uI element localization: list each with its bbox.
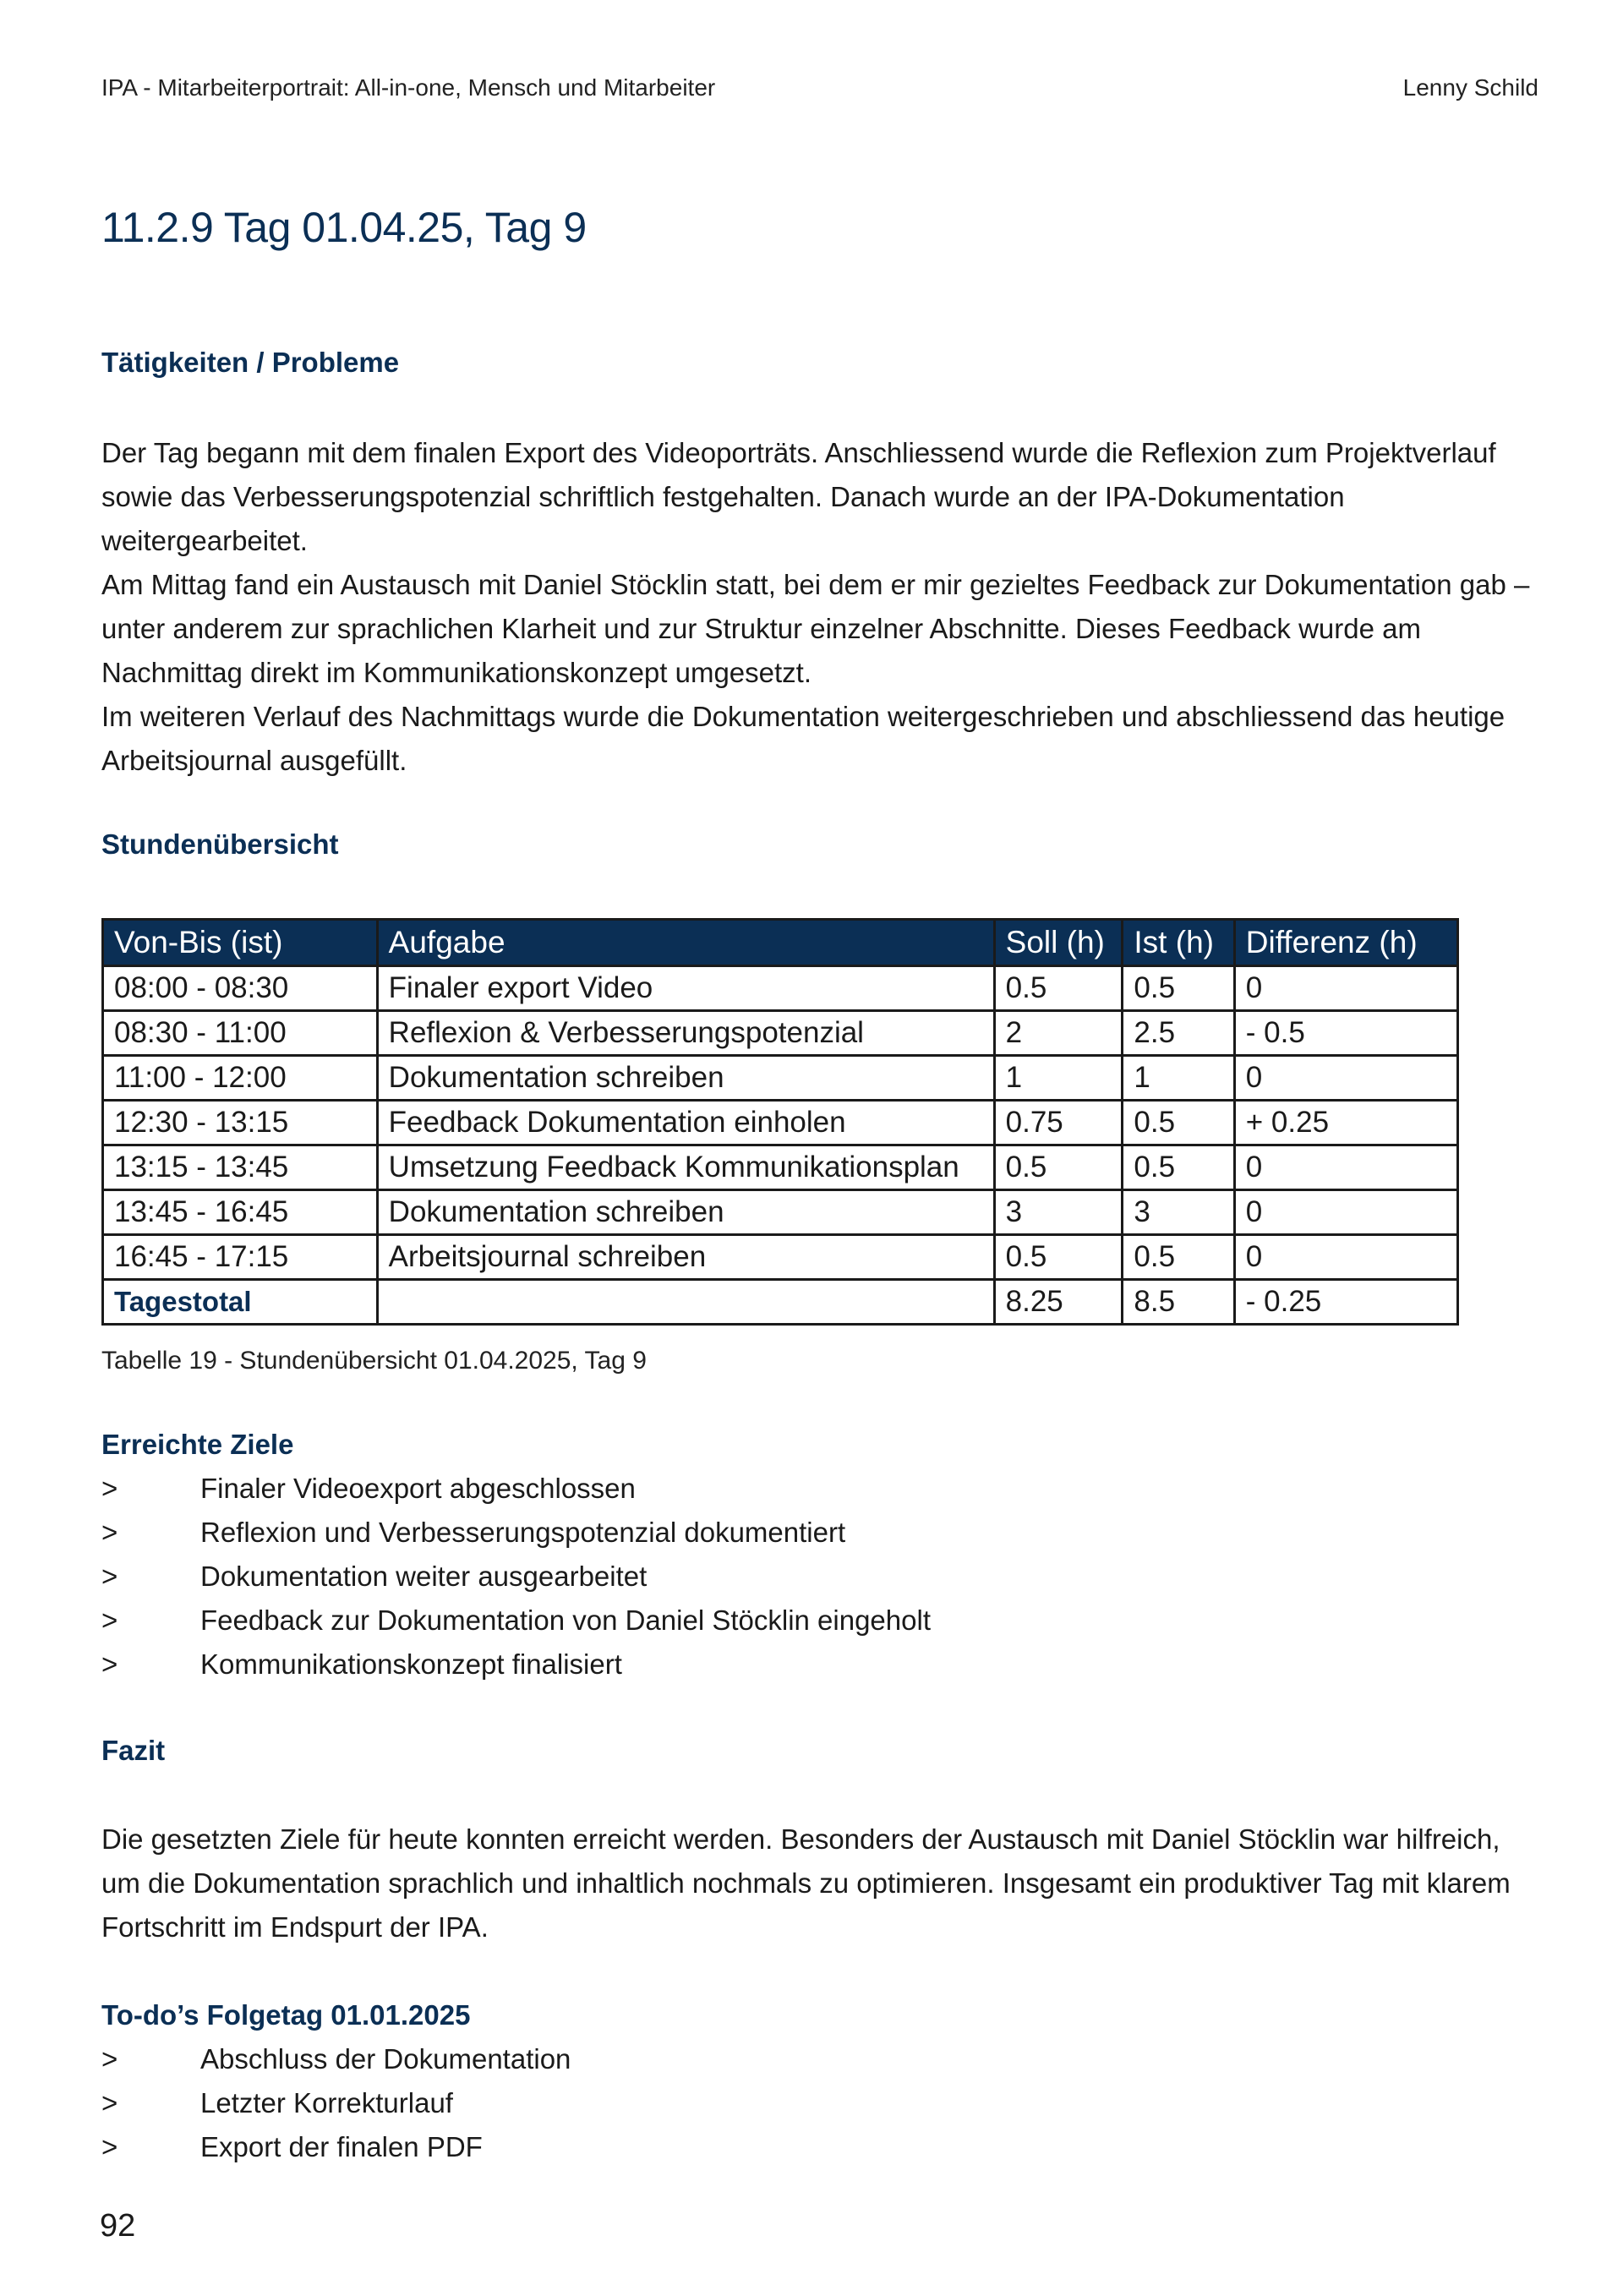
cell-total-label: Tagestotal	[103, 1280, 378, 1325]
cell-planned: 0.75	[994, 1101, 1123, 1145]
cell-actual: 0.5	[1123, 1101, 1234, 1145]
list-item	[101, 1555, 931, 1599]
page-number: 92	[100, 2208, 136, 2244]
column-header-actual: Ist (h)	[1123, 920, 1234, 966]
cell-total-actual: 8.5	[1123, 1280, 1234, 1325]
cell-total-difference: - 0.25	[1234, 1280, 1457, 1325]
list-item	[101, 2037, 571, 2081]
column-header-planned: Soll (h)	[994, 920, 1123, 966]
todo-text: Abschluss der Dokumentation	[200, 2043, 571, 2075]
cell-actual: 3	[1123, 1190, 1234, 1235]
column-header-time: Von-Bis (ist)	[103, 920, 378, 966]
cell-task: Finaler export Video	[377, 966, 994, 1011]
column-header-task: Aufgabe	[377, 920, 994, 966]
conclusion-heading: Fazit	[101, 1735, 166, 1766]
list-item	[101, 1643, 931, 1686]
goal-text: Kommunikationskonzept finalisiert	[200, 1648, 622, 1680]
cell-task: Dokumentation schreiben	[377, 1190, 994, 1235]
cell-time: 13:45 - 16:45	[103, 1190, 378, 1235]
bullet-marker: >	[101, 1604, 118, 1636]
bullet-marker: >	[101, 1561, 118, 1592]
cell-time: 12:30 - 13:15	[103, 1101, 378, 1145]
goals-heading: Erreichte Ziele	[101, 1429, 294, 1460]
table-row	[103, 1101, 1458, 1145]
cell-task: Umsetzung Feedback Kommunikationsplan	[377, 1145, 994, 1190]
cell-time: 08:30 - 11:00	[103, 1011, 378, 1056]
cell-time: 11:00 - 12:00	[103, 1056, 378, 1101]
cell-task: Feedback Dokumentation einholen	[377, 1101, 994, 1145]
table-total-row	[103, 1280, 1458, 1325]
todos-heading: To-do’s Folgetag 01.01.2025	[101, 1999, 471, 2031]
cell-task: Reflexion & Verbesserungspotenzial	[377, 1011, 994, 1056]
activities-heading: Tätigkeiten / Probleme	[101, 347, 400, 378]
goal-text: Feedback zur Dokumentation von Daniel Stöcklin eingeholt	[200, 1604, 931, 1636]
cell-planned: 0.5	[994, 1235, 1123, 1280]
bullet-marker: >	[101, 1648, 118, 1680]
cell-difference: + 0.25	[1234, 1101, 1457, 1145]
cell-total-task	[377, 1280, 994, 1325]
table-row	[103, 1190, 1458, 1235]
hours-heading: Stundenübersicht	[101, 828, 339, 860]
todo-text: Export der finalen PDF	[200, 2131, 483, 2162]
cell-time: 13:15 - 13:45	[103, 1145, 378, 1190]
cell-difference: 0	[1234, 1145, 1457, 1190]
cell-task: Dokumentation schreiben	[377, 1056, 994, 1101]
goal-text: Dokumentation weiter ausgearbeitet	[200, 1561, 648, 1592]
table-header-row	[103, 920, 1458, 966]
cell-planned: 0.5	[994, 966, 1123, 1011]
cell-planned: 2	[994, 1011, 1123, 1056]
cell-total-planned: 8.25	[994, 1280, 1123, 1325]
list-item	[101, 1599, 931, 1643]
conclusion-text	[101, 1818, 1538, 1949]
goals-list	[101, 1467, 931, 1686]
cell-actual: 0.5	[1123, 1235, 1234, 1280]
section-title: 11.2.9 Tag 01.04.25, Tag 9	[101, 204, 587, 251]
todo-text: Letzter Korrekturlauf	[200, 2087, 453, 2118]
cell-planned: 3	[994, 1190, 1123, 1235]
cell-actual: 0.5	[1123, 1145, 1234, 1190]
bullet-marker: >	[101, 2043, 118, 2075]
header-document-title: IPA - Mitarbeiterportrait: All-in-one, Mensch und Mitarbeiter	[101, 74, 716, 101]
cell-difference: 0	[1234, 966, 1457, 1011]
cell-difference: 0	[1234, 1056, 1457, 1101]
conclusion-paragraph: Die gesetzten Ziele für heute konnten erreicht werden. Besonders der Austausch mit Daniel Stöcklin war hilfreich, um die Dokumentation sprachlich und inhaltlich nochmals zu optimieren. Insgesamt ein produktiver Tag mit klarem Fortschritt im Endspurt der IPA.	[101, 1823, 1511, 1943]
goal-text: Finaler Videoexport abgeschlossen	[200, 1473, 636, 1504]
goal-text: Reflexion und Verbesserungspotenzial dokumentiert	[200, 1517, 846, 1548]
list-item	[101, 2125, 571, 2169]
column-header-difference: Differenz (h)	[1234, 920, 1457, 966]
cell-time: 08:00 - 08:30	[103, 966, 378, 1011]
table-row	[103, 1056, 1458, 1101]
list-item	[101, 2081, 571, 2125]
activities-paragraph: Am Mittag fand ein Austausch mit Daniel Stöcklin statt, bei dem er mir gezieltes Feedback zur Dokumentation gab – unter anderem zur sprachlichen Klarheit und zur Struktur einzelner Abschnitte. Dieses Feedback wurde am Nachmittag direkt im Kommunikationskonzept umgesetzt.	[101, 569, 1530, 688]
cell-time: 16:45 - 17:15	[103, 1235, 378, 1280]
cell-difference: 0	[1234, 1190, 1457, 1235]
page-header	[101, 74, 1538, 108]
todos-list	[101, 2037, 571, 2169]
table-row	[103, 1145, 1458, 1190]
cell-difference: - 0.5	[1234, 1011, 1457, 1056]
activities-paragraph: Im weiteren Verlauf des Nachmittags wurde die Dokumentation weitergeschrieben und abschliessend das heutige Arbeitsjournal ausgefüllt.	[101, 701, 1506, 776]
cell-task: Arbeitsjournal schreiben	[377, 1235, 994, 1280]
cell-difference: 0	[1234, 1235, 1457, 1280]
cell-planned: 1	[994, 1056, 1123, 1101]
activities-paragraph: Der Tag begann mit dem finalen Export des Videoporträts. Anschliessend wurde die Reflexion zum Projektverlauf sowie das Verbesserungspotenzial schriftlich festgehalten. Danach wurde an der IPA-Dokumentation weitergearbeitet.	[101, 437, 1496, 556]
bullet-marker: >	[101, 1473, 118, 1504]
cell-actual: 0.5	[1123, 966, 1234, 1011]
bullet-marker: >	[101, 1517, 118, 1548]
activities-text	[101, 431, 1538, 783]
cell-actual: 1	[1123, 1056, 1234, 1101]
hours-table	[101, 918, 1459, 1326]
list-item	[101, 1511, 931, 1555]
table-row	[103, 966, 1458, 1011]
cell-actual: 2.5	[1123, 1011, 1234, 1056]
table-row	[103, 1235, 1458, 1280]
table-caption: Tabelle 19 - Stundenübersicht 01.04.2025, Tag 9	[101, 1347, 647, 1375]
bullet-marker: >	[101, 2087, 118, 2118]
table-row	[103, 1011, 1458, 1056]
cell-planned: 0.5	[994, 1145, 1123, 1190]
header-author: Lenny Schild	[1402, 74, 1538, 101]
list-item	[101, 1467, 931, 1511]
bullet-marker: >	[101, 2131, 118, 2162]
